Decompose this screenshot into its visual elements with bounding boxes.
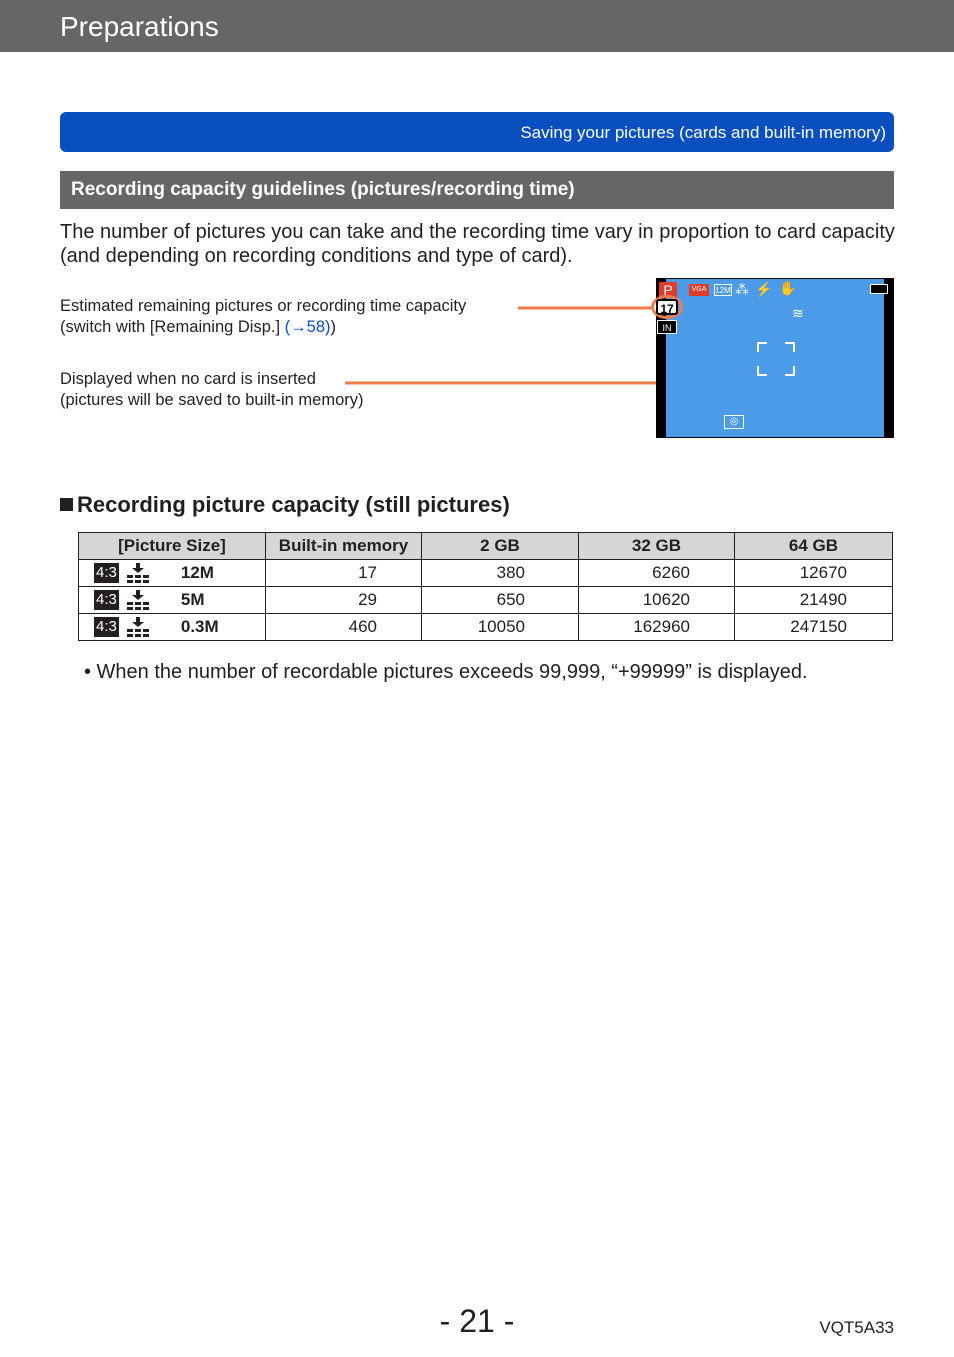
picture-size-value: 12M <box>180 563 214 583</box>
table-row <box>79 587 893 614</box>
gb2-value: 10050 <box>422 614 579 641</box>
battery-icon <box>870 284 888 294</box>
connector-line-2 <box>345 328 669 383</box>
topic-banner-label: Saving your pictures (cards and built-in memory) <box>520 123 886 142</box>
gb2-value: 380 <box>422 560 579 587</box>
gb32-value: 6260 <box>579 560 735 587</box>
callout-close-paren: ) <box>330 318 336 336</box>
document-code: VQT5A33 <box>819 1318 894 1337</box>
gb2-value: 650 <box>422 587 579 614</box>
picture-size-cell <box>79 614 266 641</box>
quality-icon: ⁂ <box>735 281 749 297</box>
program-mode-icon: P <box>659 282 677 298</box>
built-in-value: 17 <box>266 560 422 587</box>
picture-size-value: 5M <box>180 590 205 610</box>
header-built-in: Built-in memory <box>266 533 422 560</box>
af-frame-bottom-left <box>757 366 767 376</box>
table-row <box>79 560 893 587</box>
capacity-note: • When the number of recordable pictures exceeds 99,999, “+99999” is displayed. <box>84 661 808 683</box>
motion-blur-icon: ≋ <box>792 305 804 321</box>
page-number: - 21 - <box>439 1303 515 1339</box>
picture-size-cell <box>79 560 266 587</box>
af-frame-bottom-right <box>785 366 795 376</box>
stabilizer-icon: ✋ <box>779 280 797 296</box>
header-2gb: 2 GB <box>422 533 579 560</box>
callout-no-card-line2: (pictures will be saved to built-in memory) <box>60 391 364 409</box>
callout-remaining-text: (switch with [Remaining Disp.] <box>60 318 285 336</box>
picture-size-value: 0.3M <box>180 617 219 637</box>
camera-lcd <box>656 278 894 438</box>
flash-auto-icon: ⚡ <box>755 281 773 297</box>
callout-no-card-line1: Displayed when no card is inserted <box>60 370 316 388</box>
capacity-heading-text: Recording picture capacity (still pictures) <box>77 492 510 517</box>
header-32gb: 32 GB <box>579 533 735 560</box>
built-in-value: 460 <box>266 614 422 641</box>
capacity-table <box>78 532 893 641</box>
callout-remaining-line1: Estimated remaining pictures or recording time capacity <box>60 297 467 315</box>
built-in-memory-icon: IN <box>657 320 677 334</box>
header-picture-size: [Picture Size] <box>79 533 266 560</box>
built-in-value: 29 <box>266 587 422 614</box>
gb32-value: 10620 <box>579 587 735 614</box>
quality-fine-icon <box>125 563 151 583</box>
picture-size-icon: 12M <box>715 286 731 295</box>
aspect-ratio-icon: 4:3 <box>96 564 117 582</box>
aspect-ratio-icon: 4:3 <box>96 591 117 609</box>
gb64-value: 247150 <box>735 614 893 641</box>
gb64-value: 21490 <box>735 587 893 614</box>
gb32-value: 162960 <box>579 614 735 641</box>
capacity-heading <box>60 492 510 518</box>
resolution-icon: VGA <box>689 284 709 296</box>
picture-size-cell <box>79 587 266 614</box>
stabilizer-status-icon: ◎ <box>724 415 744 429</box>
table-row <box>79 614 893 641</box>
af-frame-top-right <box>785 342 795 352</box>
af-frame-top-left <box>757 342 767 352</box>
intro-paragraph: The number of pictures you can take and the recording time vary in proportion to card capacity (and depending on recording conditions and type of card). <box>60 221 895 267</box>
remaining-counter: 17 <box>656 299 678 315</box>
chapter-title: Preparations <box>60 11 219 42</box>
page-reference-link[interactable]: (→58) <box>284 318 331 336</box>
header-64gb: 64 GB <box>735 533 893 560</box>
lcd-screen <box>666 279 884 437</box>
gb64-value: 12670 <box>735 560 893 587</box>
section-heading-label: Recording capacity guidelines (pictures/recording time) <box>71 179 575 200</box>
aspect-ratio-icon: 4:3 <box>96 618 117 636</box>
bullet-square-icon <box>60 498 73 511</box>
quality-fine-icon <box>125 590 151 610</box>
quality-fine-icon <box>125 617 151 637</box>
table-header-row <box>79 533 893 560</box>
